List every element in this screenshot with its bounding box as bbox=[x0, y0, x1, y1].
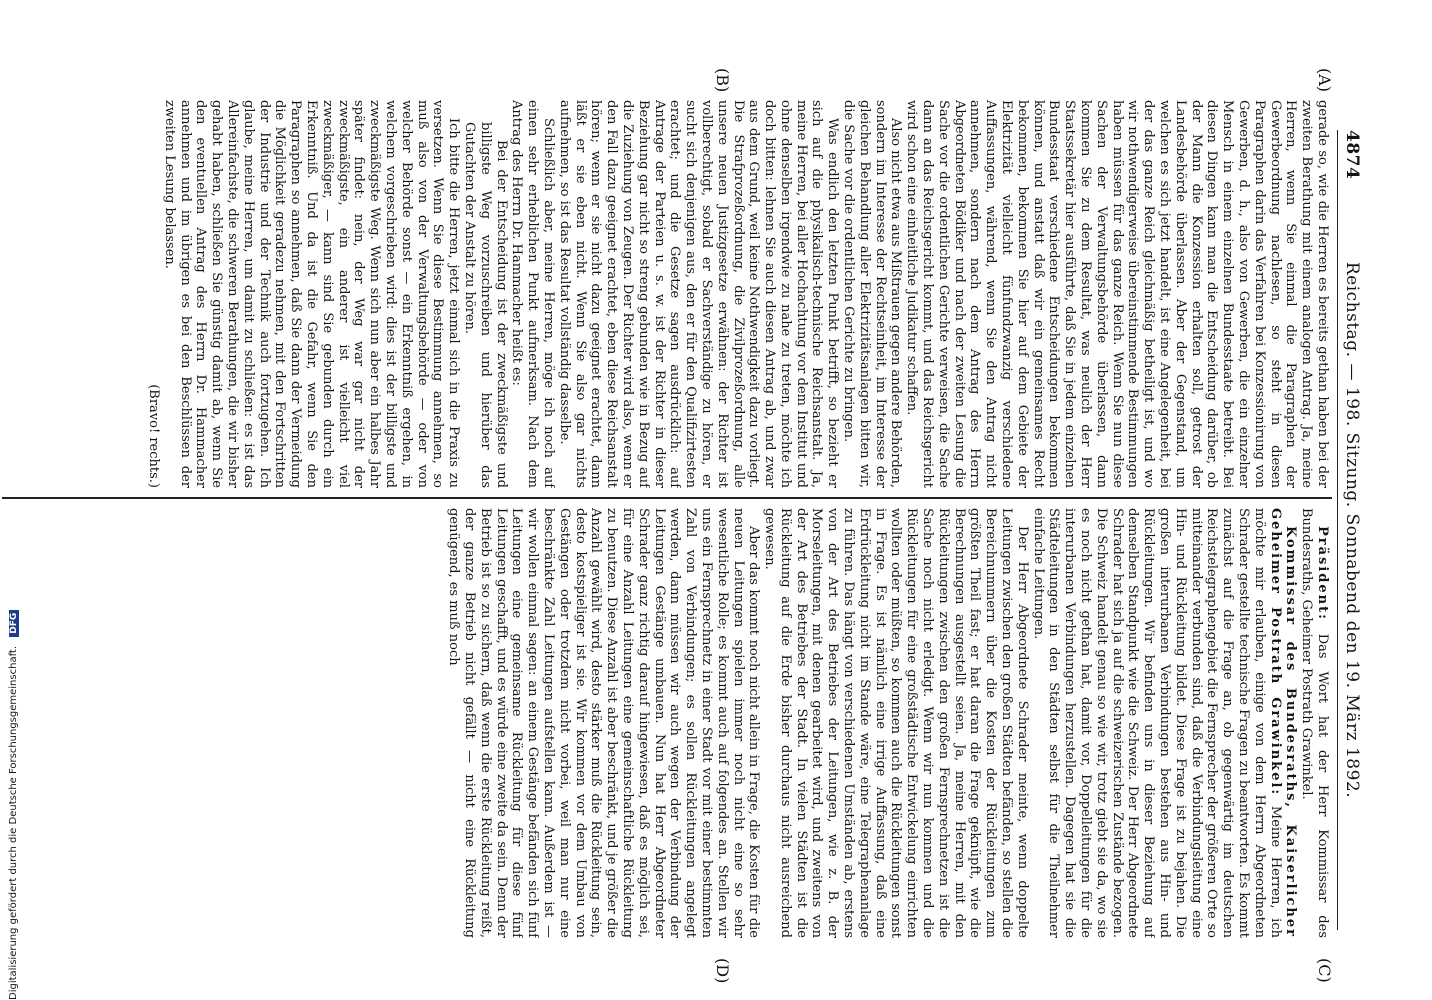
column-divider bbox=[2, 497, 1332, 499]
left-column bbox=[0, 100, 1330, 488]
left-paragraph: gerade so, wie die Herren es bereits gethan haben bei der zweiten Berathung mit einem analogen Antrag. Ja, meine Herren, wenn Sie einmal die Paragraphen der Gewerbeordnung nachlesen, so steht in diesen Paragraphen darin das Verfahren bei Konzessionirung von Gewerben, d. h., also von Gewerben, die ein einzelner Mensch in einem einzelnen Bundesstaate betreibt. Bei diesen Dingen kann man die Entscheidung darüber, ob der Mann die Konzession erhalten soll, getrost der Landesbehörde überlassen. Aber der Gegenstand, um welchen es sich jetzt handelt, ist eine Angelegenheit, bei der das ganze Reich gleichmäßig betheiligt ist, und wo wir nothwendigerweise übereinstimmende Bestimmungen haben müssen für das ganze Reich. Wenn Sie nun diese Sachen der Verwaltungsbehörde überlassen, dann kommen Sie zu dem Resultat, was neulich der Herr Staatssekretär hier ausführte, daß Sie in jedem einzelnen Bundesstaat verschiedene Entscheidungen bekommen können, und anstatt daß wir ein gemeinsames Recht bekommen, bekommen Sie hier auf dem Gebiete der Elektrizität vielleicht fünfundzwanzig verschiedene Auffassungen, während, wenn Sie den Antrag nicht annehmen, sondern nach dem Antrag des Herrn Abgeordneten Bödiker und nach der zweiten Lesung die Sache vor die ordentlichen Gerichte verweisen, die Sache dann an das Reichsgericht kommt, und das Reichsgericht wird schon eine einheitliche Judikatur schaffen. bbox=[904, 100, 1330, 488]
left-paragraph: Ich bitte die Herren, jetzt einmal sich in die Praxis zu versetzen. Wenn Sie diese Bestimmung annehmen, so muß also von der Verwaltungsbehörde — oder von welcher Behörde sonst — ein Erkenntniß ergehen, in welchem vorgeschrieben wird: dies ist der billigste und zweckmäßigste Weg. Wenn sich nun aber ein halbes Jahr später findet: nein, der Weg war gar nicht der zweckmäßigste, ein anderer ist vielleicht viel zweckmäßiger, — kann sind Sie gebunden durch ein Erkenntniß. Und da ist die Gefahr, wenn Sie den Paragraphen so annehmen, daß Sie dann der Vermeidung die Möglichkeit geradezu nehmen, mit den Fortschritten der Industrie und der Technik auch fortzugehen. Ich glaube, meine Herren, um damit zu schließen: es ist das Allereinfachste, die schweren Berathungen, die wir bisher gehabt haben, schließen Sie günstig damit ab, wenn Sie den eventuellen Antrag des Herrn Dr. Hammacher annehmen und im übrigen es bei den Beschlüssen der zweiten Lesung belassen. bbox=[161, 100, 462, 488]
running-title: Reichstag. — 198. Sitzung. Sonnabend den 19. März 1892. bbox=[1342, 261, 1362, 799]
margin-mark-b: (B) bbox=[713, 68, 732, 93]
speaker-name: Kommissar des Bundesraths, Kaiserlicher Geheimer Postrath Grawinkel: bbox=[1267, 508, 1299, 938]
left-paragraph: Also nicht etwa aus Mißtrauen gegen andere Behörden, sondern im Interesse der Rechtseinheit, im Interesse der gleichen Behandlung aller Elektrizitätsanlagen bitten wir, die Sache vor die ordentlichen Gerichte zu bringen. bbox=[841, 100, 904, 488]
right-paragraph: Aber das kommt noch nicht allein in Frage, die Kosten für die neuen Leitungen spielen immer noch nicht eine so sehr wesentliche Rolle; es kommt auch auf folgendes an. Stellen wir uns ein Fernsprechnetz in einer Stadt vor mit einer bestimmten Zahl von Verbindungen; es sollen Rückleitungen angelegt werden, dann müssen wir auch wegen der Verbindung der Leitungen Gestänge umbauen. Nun hat Herr Abgeordneter Schrader ganz richtig darauf hingewiesen, daß es möglich sei, für eine Anzahl Leitungen eine gemeinschaftliche Rückleitung zu benutzen. Diese Anzahl ist aber beschränkt, und je größer die Anzahl gewählt wird, desto stärker muß die Rückleitung sein, desto kostspieliger ist sie. Wir kommen vor dem Umbau von Gestängen oder trotzdem nicht vorbei, weil man nur eine beschränkte Zahl Leitungen aufstellen kann. Außerdem ist — wir wollen einmal sagen: an einem Gestänge befänden sich fünf Leitungen eine gemeinsame Rückleitung für diese fünf Leitungen geschafft, und es würde eine zweite da sein. Denn der Betrieb ist so zu sichern, daß wenn die erste Rückleitung reißt, der ganze Betrieb nicht gefällt — nicht eine Rückleitung genügend, es muß noch bbox=[446, 508, 762, 938]
speaker-name: Präsident: bbox=[1315, 526, 1330, 621]
digitization-footer bbox=[0, 0, 30, 1000]
speaker-text: Das Wort hat der Herr Kommissar des Bundesraths, Geheimer Postrath Grawinkel. bbox=[1299, 508, 1330, 938]
page-number: 4874 bbox=[1342, 130, 1362, 180]
footer-credit: Digitalisierung gefördert durch die Deutsche Forschungsgemeinschaft. bbox=[8, 645, 19, 1000]
margin-mark-c: (C) bbox=[1315, 958, 1334, 983]
right-column bbox=[0, 508, 1330, 938]
page-header bbox=[1337, 130, 1362, 930]
applause-note: (Bravo! rechts.) bbox=[146, 384, 162, 488]
dfg-logo: DFG bbox=[9, 610, 19, 637]
margin-mark-a: (A) bbox=[1315, 68, 1334, 93]
left-paragraph: Was endlich den letzten Punkt betrifft, so bezieht er sich auf die physikalisch-technische Reichsanstalt. Ja, meine Herren, bei aller Hochachtung vor dem Institut und ohne denselben irgendwie zu nahe zu treten, möchte ich doch bitten: lehnen Sie auch diesen Antrag ab, und zwar aus dem Grund, weil keine Nothwendigkeit dazu vorliegt. Die Strafprozeßordnung, die Zivilprozeßordnung, alle unsere neuen Justizgesetze erwähnen: der Richter ist vollberechtigt, sobald er Sachverständige zu hören, er sucht sich denjenigen aus, den er für den Qualifizirtesten erachtet; und die Gesetze sagen ausdrücklich: auf Antrage der Parteien u. s. w. ist der Richter in dieser Beziehung gar nicht so streng gebunden wie in Bezug auf die Zuziehung von Zeugen. Der Richter wird also, wenn er den Fall dazu geeignet erachtet, eben diese Reichsanstalt hören; wenn er sie nicht dazu geeignet erachtet, dann läßt er sie eben nicht. Wenn Sie also gar nichts aufnehmen, so ist das Resultat vollständig dasselbe. bbox=[556, 100, 841, 488]
right-paragraph: Der Herr Abgeordnete Schrader meinte, wenn doppelte Leitungen zwischen den großen Städten befänden, so stellen die Bereichnummern über die Kosten der Rückleitungen zum größten Theil fast; er hat daran die Frage geknüpft, wie die Berechnungen ausgestellt seien. Ja, meine Herren, mit den Rückleitungen zwischen den großen Fernsprechnetzen ist die Sache noch nicht erledigt. Wenn wir nun kommen und die Rückleitungen für eine großstädtische Entwickelung einrichten wollten oder müßten, so kommen auch die Rückleitungen sonst in Frage. Es ist nämlich eine irrige Auffassung, daß eine Erdrückleitung nicht im Stande wäre, eine Telegraphenanlage zu führen. Das hängt von verschiedenen Umständen ab, erstens von der Art des Betriebes der Leitungen, wie z. B. der Morseleitungen, mit denen gearbeitet wird, und zweitens von der Art des Betriebes der Stadt. In vielen Städten ist die Rückleitung auf die Erde bisher durchaus nicht ausreichend gewesen. bbox=[762, 508, 1030, 938]
speaker-text: Meine Herren, ich möchte mir erlauben, einige von dem Herrn Abgeordneten Schrader gestellte technische Fragen zu beantworten. Es kommt zunächst auf die Frage an, ob gegenwärtig im deutschen Reichstelegraphengebiet die Fernsprecher der größeren Orte so mitteinander verbunden sind, daß die Verbindungsleitung eine Hin- und Rückleitung bildet. Diese Frage ist zu bejahen. Die großen interurbanen Verbindungen bestehen aus Hin- und Rückleitungen. Wir befinden uns in dieser Beziehung auf demselben Standpunkt wie die Schweiz. Der Herr Abgeordnete Schrader hat sich ja auf die schweizerischen Zustände bezogen. Die Schweiz handelt genau so wie wir, trotz giebt sie da, wo sie es noch nicht gethan hat, damit vor, Doppelleitungen für die interurbanen Verbindungen herzustellen. Dagegen hat sie die Städteleitungen in den Städten selbst für die Theilnehmer einfache Leitungen. bbox=[1030, 508, 1283, 938]
left-paragraph: Schließlich aber, meine Herren, möge ich noch auf einen sehr erheblichen Punkt aufmerksam. Nach dem Antrag des Herrn Dr. Hammacher heißt es: bbox=[509, 100, 556, 488]
margin-mark-d: (D) bbox=[713, 958, 732, 984]
quoted-motion: Bei der Entscheidung ist der zweckmäßigste und billigste Weg vorzuschreiben und hierüber das Gutachten der Anstalt zu hören. bbox=[461, 122, 509, 488]
